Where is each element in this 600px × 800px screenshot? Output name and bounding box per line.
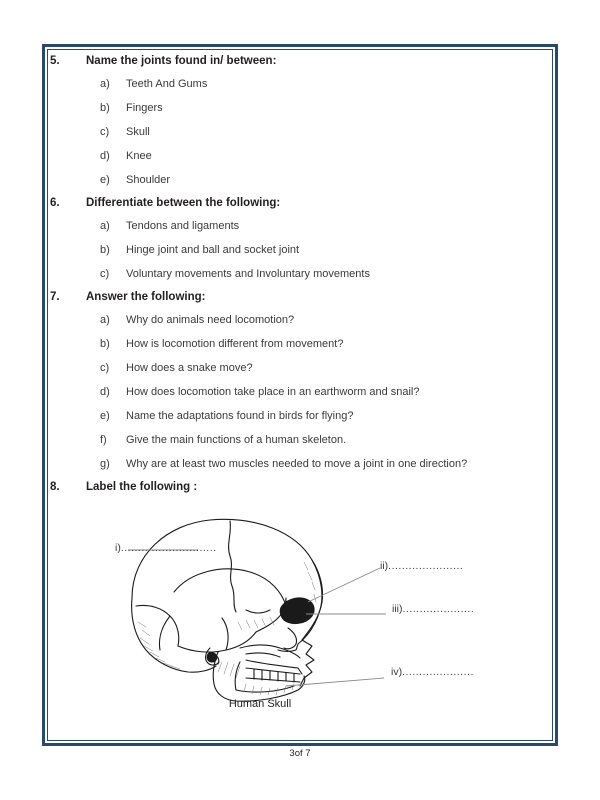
item-marker: c) — [100, 126, 110, 138]
question-block-7 — [50, 286, 550, 476]
skull-label-i-dots: ............................ — [120, 542, 217, 554]
question-heading-8 — [50, 476, 550, 498]
list-item — [50, 214, 550, 238]
human-skull-figure — [50, 502, 550, 717]
item-text: Why are at least two muscles needed to move a joint in one direction? — [126, 458, 468, 470]
skull-label-iii — [392, 603, 474, 615]
list-item — [50, 168, 550, 192]
document-content — [50, 50, 550, 740]
item-marker: e) — [100, 410, 110, 422]
question-heading-5 — [50, 50, 550, 72]
question-title-7: Answer the following: — [86, 291, 206, 303]
question-number-7: 7. — [50, 291, 60, 303]
item-marker: b) — [100, 338, 110, 350]
skull-label-iii-dots: ..................... — [402, 603, 475, 615]
skull-label-iv-dots: ..................... — [402, 666, 474, 678]
question-heading-6 — [50, 192, 550, 214]
list-item — [50, 380, 550, 404]
item-text: Shoulder — [126, 174, 171, 186]
list-item — [50, 144, 550, 168]
item-text: Teeth And Gums — [126, 78, 208, 90]
list-item — [50, 262, 550, 286]
skull-label-ii — [380, 560, 463, 572]
item-text: Name the adaptations found in birds for flying? — [126, 410, 354, 422]
question-block-5 — [50, 50, 550, 192]
figure-caption: Human Skull — [228, 698, 292, 710]
skull-label-iv — [391, 666, 474, 678]
list-item — [50, 120, 550, 144]
item-marker: f) — [100, 434, 107, 446]
question-block-6 — [50, 192, 550, 286]
skull-label-i-text: i) — [115, 542, 121, 554]
question-title-8: Label the following : — [86, 481, 198, 493]
list-item — [50, 72, 550, 96]
item-marker: b) — [100, 102, 110, 114]
question-title-5: Name the joints found in/ between: — [86, 55, 277, 67]
item-text: Voluntary movements and Involuntary movements — [126, 268, 370, 280]
skull-label-ii-dots: ...................... — [388, 560, 464, 572]
item-marker: g) — [100, 458, 110, 470]
item-marker: d) — [100, 150, 110, 162]
item-text: How is locomotion different from movement? — [126, 338, 344, 350]
item-marker: c) — [100, 268, 110, 280]
item-text: Fingers — [126, 102, 163, 114]
item-marker: c) — [100, 362, 110, 374]
list-item — [50, 428, 550, 452]
question-number-8: 8. — [50, 481, 60, 493]
question-heading-7 — [50, 286, 550, 308]
item-text: Tendons and ligaments — [126, 220, 240, 232]
item-text: Hinge joint and ball and socket joint — [126, 244, 300, 256]
skull-label-ii-text: ii) — [380, 560, 389, 572]
item-text: Skull — [126, 126, 150, 138]
question-title-6: Differentiate between the following: — [86, 197, 281, 209]
item-marker: a) — [100, 314, 110, 326]
item-text: How does a snake move? — [126, 362, 253, 374]
page-footer: 3of 7 — [289, 748, 311, 759]
list-item — [50, 356, 550, 380]
item-marker: d) — [100, 386, 110, 398]
list-item — [50, 404, 550, 428]
item-text: How does locomotion take place in an earthworm and snail? — [126, 386, 420, 398]
item-text: Give the main functions of a human skeleton. — [126, 434, 347, 446]
item-text: Knee — [126, 150, 152, 162]
question-number-6: 6. — [50, 197, 60, 209]
item-text: Why do animals need locomotion? — [126, 314, 295, 326]
question-block-8 — [50, 476, 550, 498]
list-item — [50, 452, 550, 476]
item-marker: a) — [100, 78, 110, 90]
skull-label-iv-text: iv) — [391, 666, 403, 678]
question-number-5: 5. — [50, 55, 60, 67]
list-item — [50, 332, 550, 356]
list-item — [50, 238, 550, 262]
item-marker: b) — [100, 244, 110, 256]
list-item — [50, 308, 550, 332]
item-marker: e) — [100, 174, 110, 186]
skull-label-iii-text: iii) — [392, 603, 403, 615]
skull-label-i — [115, 542, 217, 554]
item-marker: a) — [100, 220, 110, 232]
list-item — [50, 96, 550, 120]
